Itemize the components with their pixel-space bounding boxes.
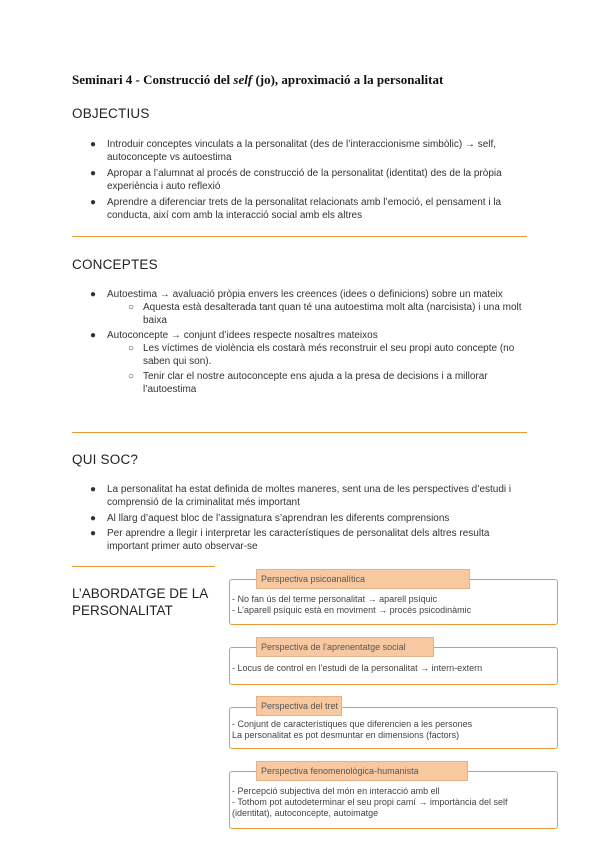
hollow-bullet-icon: ○ (128, 302, 135, 313)
list-item: ● Autoconcepte → conjunt d’idees respecte nosaltres mateixos (90, 330, 378, 341)
perspective-text: - Locus de control en l’estudi de la personalitat → intern-extern (232, 663, 483, 673)
quisoc-list (90, 483, 530, 553)
bullet-icon: ● (90, 289, 97, 300)
bullet-icon: ● (90, 168, 97, 179)
list-item: ● Aprendre a diferenciar trets de la personalitat relacionats amb l’emoció, el pensament i la conducta, així com amb la interacció social amb els altres (90, 197, 502, 221)
section-divider (72, 566, 215, 567)
bullet-icon: ● (90, 330, 97, 341)
perspective-title-tret: Perspectiva del tret (256, 696, 342, 716)
sub-list-item: ○ Tenir clar el nostre autoconcepte ens ajuda a la presa de decisions i a millorar l’autoestima (128, 371, 488, 395)
conceptes-list (90, 288, 530, 396)
bullet-icon: ● (90, 139, 97, 150)
hollow-bullet-icon: ○ (128, 343, 135, 354)
list-item: ● Al llarg d’aquest bloc de l’assignatura s’aprendran les diferents comprensions (90, 513, 450, 524)
list-item: ● La personalitat ha estat definida de moltes maneres, sent una de les perspectives d’estudi i comprensió de la criminalitat més important (90, 484, 512, 508)
list-item: ● Apropar a l’alumnat al procés de construcció de la personalitat (identitat) des de la pròpia experiència i auto reflexió (90, 168, 502, 192)
perspective-title-fenomenologica: Perspectiva fenomenològica-humanista (256, 761, 468, 781)
perspective-text: - No fan ús del terme personalitat → aparell psíquic - L’aparell psíquic està en moviment → procés psicodinàmic (232, 594, 472, 615)
perspective-title-psicoanalitica: Perspectiva psicoanalítica (256, 569, 470, 589)
bullet-icon: ● (90, 528, 97, 539)
perspective-text: - Percepció subjectiva del món en interacció amb ell - Tothom pot autodeterminar el seu propi camí → importància del self (identitat), autoconcepte, autoimatge (232, 786, 508, 818)
list-item: ● Autoestima → avaluació pròpia envers les creences (idees o definicions) sobre un mateix (90, 289, 503, 300)
sub-list-item: ○ Aquesta està desalterada tant quan té una autoestima molt alta (narcisista) i una molt baixa (128, 302, 522, 326)
quisoc-heading: QUI SOC? (72, 452, 139, 467)
perspective-title-aprenentatge-social: Perspectiva de l’aprenentatge social (256, 637, 434, 657)
sub-list-item: ○ Les víctimes de violència els costarà més reconstruir el seu propi auto concepte (no saben qui son). (128, 343, 515, 367)
section-divider (72, 432, 527, 433)
conceptes-heading: CONCEPTES (72, 257, 158, 272)
list-item: ● Introduir conceptes vinculats a la personalitat (des de l’interaccionisme simbòlic) → self, autoconcepte vs autoestima (90, 139, 497, 163)
list-item: ● Per aprendre a llegir i interpretar les característiques de personalitat dels altres resulta important primer auto observar-se (90, 528, 490, 552)
hollow-bullet-icon: ○ (128, 371, 135, 382)
objectius-list (90, 138, 530, 222)
perspective-text: - Conjunt de característiques que diferencien a les persones La personalitat es pot desmuntar en dimensions (factors) (232, 719, 473, 740)
abordatge-heading: L’ABORDATGE DE LA PERSONALITAT (72, 586, 209, 618)
page-title: Seminari 4 - Construcció del self (jo), aproximació a la personalitat (72, 72, 444, 87)
bullet-icon: ● (90, 484, 97, 495)
objectius-heading: OBJECTIUS (72, 106, 150, 121)
bullet-icon: ● (90, 513, 97, 524)
bullet-icon: ● (90, 197, 97, 208)
section-divider (72, 236, 527, 237)
